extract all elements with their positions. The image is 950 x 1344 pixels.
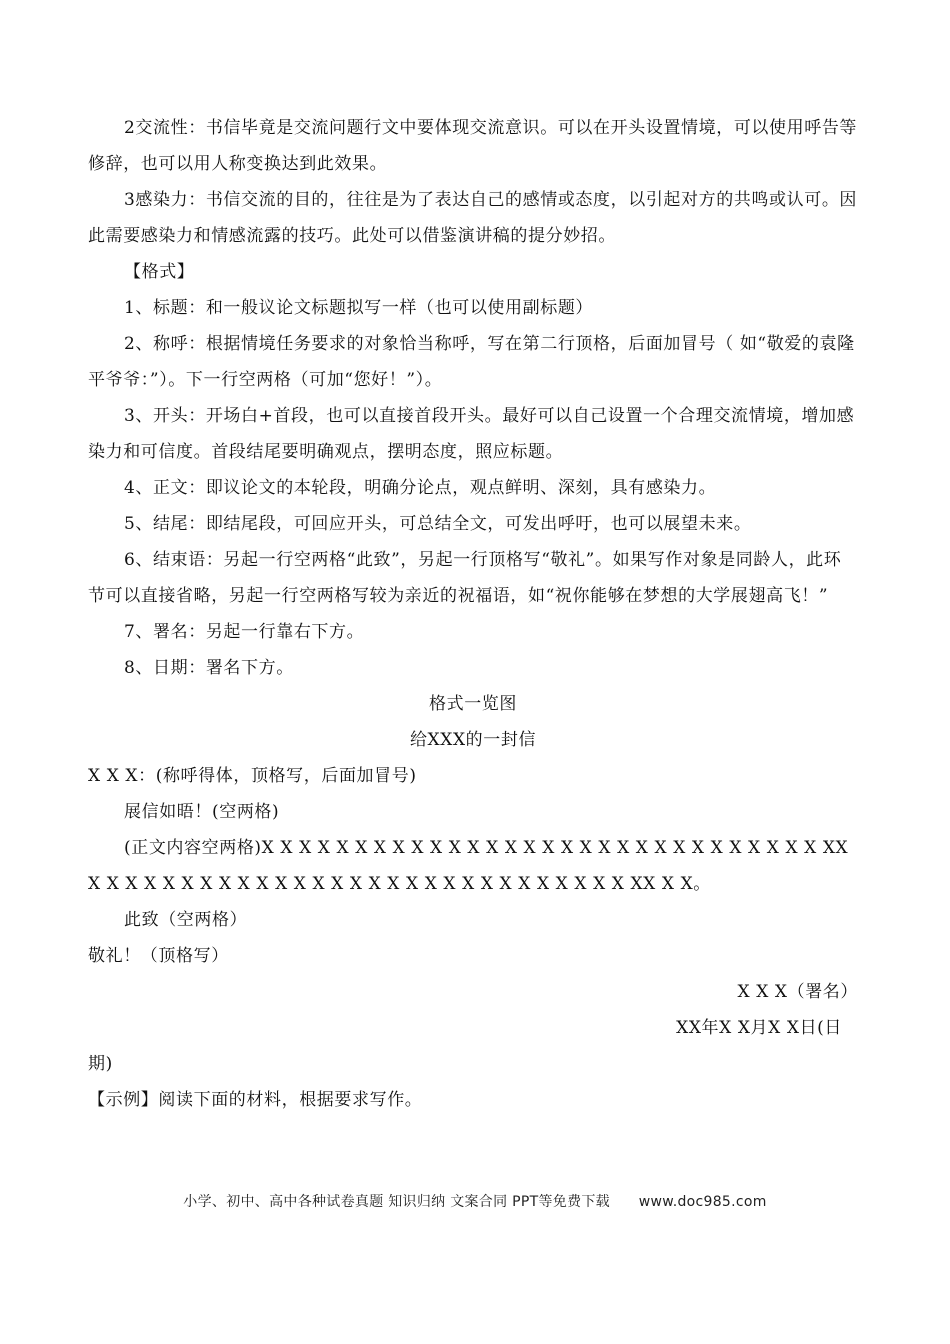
format-item-signature: 7、署名：另起一行靠右下方。 <box>124 622 365 642</box>
paragraph-communication: 2交流性：书信毕竟是交流问题行文中要体现交流意识。可以在开头设置情境，可以使用呼告等修辞，也可以用人称变换达到此效果。 <box>88 118 858 174</box>
letter-title: 给XXX的一封信 <box>409 730 537 750</box>
section-heading-format: 【格式】 <box>124 262 195 282</box>
document-body <box>88 110 858 1118</box>
letter-signature: X X X（署名） <box>737 982 858 1002</box>
letter-greeting: 展信如晤！(空两格) <box>124 802 280 822</box>
page-footer <box>0 1191 950 1211</box>
format-item-body: 4、正文：即议论文的本轮段，明确分论点，观点鲜明、深刻，具有感染力。 <box>124 478 717 498</box>
format-item-ending: 5、结尾：即结尾段，可回应开头，可总结全文，可发出呼吁，也可以展望未来。 <box>124 514 752 534</box>
footer-text: 小学、初中、高中各种试卷真题 知识归纳 文案合同 PPT等免费下载 <box>183 1194 610 1210</box>
letter-salute: 敬礼！（顶格写） <box>88 946 229 966</box>
format-item-opening: 3、开头：开场白+首段，也可以直接首段开头。最好可以自己设置一个合理交流情境，增加感染力和可信度。首段结尾要明确观点，摆明态度，照应标题。 <box>88 406 855 462</box>
letter-closing: 此致（空两格） <box>124 910 248 930</box>
format-item-salutation: 2、称呼：根据情境任务要求的对象恰当称呼，写在第二行顶格，后面加冒号（ 如“敬爱的袁隆平爷爷：”）。下一行空两格（可加“您好！”）。 <box>88 334 855 390</box>
footer-site-link[interactable]: www.doc985.com <box>638 1194 767 1210</box>
paragraph-appeal: 3感染力：书信交流的目的，往往是为了表达自己的感情或态度，以引起对方的共鸣或认可。因此需要感染力和情感流露的技巧。此处可以借鉴演讲稿的提分妙招。 <box>88 190 858 246</box>
letter-date-continued: 期) <box>88 1054 113 1074</box>
example-heading: 【示例】阅读下面的材料，根据要求写作。 <box>88 1090 423 1110</box>
format-item-closing: 6、结束语：另起一行空两格“此致”，另起一行顶格写“敬礼”。如果写作对象是同龄人，此环节可以直接省略，另起一行空两格写较为亲近的祝福语，如“祝你能够在梦想的大学展翅高飞！” <box>88 550 842 606</box>
letter-body: (正文内容空两格)X X X X X X X X X X X X X X X X X X X X X X X X X X X X X X XX X X X X X X X X X X X X X X X X X X X X X X X X X X X X X XX X X。 <box>88 838 849 894</box>
format-chart-heading: 格式一览图 <box>429 694 517 714</box>
letter-salutation: X X X：(称呼得体，顶格写，后面加冒号) <box>88 766 417 786</box>
format-item-date: 8、日期：署名下方。 <box>124 658 294 678</box>
letter-date: XX年X X月X X日(日 <box>676 1018 842 1038</box>
format-item-title: 1、标题：和一般议论文标题拟写一样（也可以使用副标题） <box>124 298 594 318</box>
